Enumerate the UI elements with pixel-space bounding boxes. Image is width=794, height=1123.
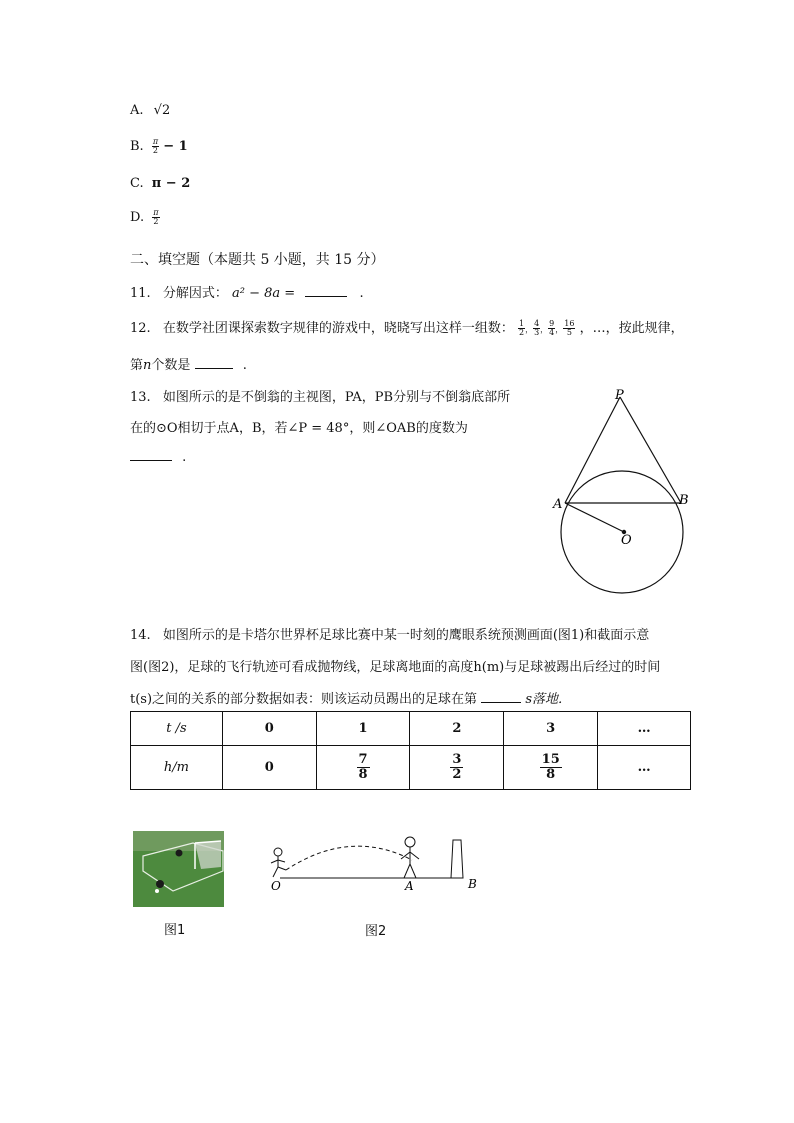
label-b: B	[679, 493, 689, 508]
option-d-label: D.	[130, 210, 145, 225]
fraction-7-8	[357, 753, 370, 781]
option-d	[130, 209, 160, 226]
option-b-rest: − 1	[163, 139, 188, 154]
table-cell: 2	[410, 712, 504, 746]
kicker-arm	[278, 860, 285, 862]
question-14	[130, 624, 649, 643]
q13-line1: 如图所示的是不倒翁的主视图，PA，PB分别与不倒翁底部所	[162, 390, 511, 405]
fraction-num: 15	[541, 752, 560, 768]
fraction-den: 2	[452, 766, 462, 782]
q12-line2-var: n	[143, 358, 152, 373]
q12-fraction	[518, 320, 525, 337]
kicker-arm	[271, 860, 278, 863]
ball	[155, 889, 159, 893]
q14-line3	[130, 688, 571, 707]
fig2-label-a: A	[405, 879, 414, 893]
q13-answer-blank	[130, 460, 172, 461]
player-a-leg	[410, 864, 416, 878]
player-a-arm	[410, 852, 419, 859]
table-row-h	[131, 746, 691, 790]
goal-post	[451, 840, 463, 878]
q12-line2-suffix: 个数是	[151, 358, 191, 373]
player-a-head	[405, 837, 415, 847]
table-cell: 0	[222, 746, 316, 790]
table-cell: …	[598, 746, 691, 790]
section-heading: 二、填空题（本题共 5 小题，共 15 分）	[130, 252, 385, 268]
q14-number: 14.	[130, 628, 151, 643]
q11-number: 11.	[130, 286, 151, 301]
kicker-leg	[278, 867, 286, 870]
question-11	[130, 282, 364, 301]
fraction-num: 3	[452, 752, 462, 768]
fraction-den: 4	[549, 328, 555, 337]
q13-end: .	[182, 450, 187, 465]
option-a-value: √2	[153, 103, 171, 118]
label-o: O	[621, 533, 632, 548]
q12-separator: ，	[555, 325, 564, 334]
option-a-label: A.	[130, 103, 144, 118]
option-d-fraction	[152, 209, 159, 226]
fraction-den: 5	[566, 328, 572, 337]
fraction-den: 2	[518, 328, 525, 337]
q11-expr: a² − 8a =	[231, 286, 296, 301]
figure-2-caption: 图2	[365, 924, 387, 939]
q11-end: .	[359, 286, 364, 301]
figure-1-caption: 图1	[164, 923, 186, 938]
fraction-num: 16	[564, 319, 575, 328]
table-cell: …	[598, 712, 691, 746]
option-b-den: 2	[152, 146, 158, 155]
option-d-num: π	[153, 208, 159, 217]
tangent-pb	[620, 397, 681, 503]
question-12-line2	[130, 354, 247, 373]
q11-text: 分解因式：	[162, 286, 228, 301]
table-cell	[410, 746, 504, 790]
table-head-h: h/m	[131, 746, 223, 790]
option-a	[130, 103, 170, 118]
player-1	[176, 850, 183, 857]
q12-end: .	[242, 358, 247, 373]
fraction-3-2	[450, 753, 463, 781]
option-b	[130, 138, 188, 155]
tangent-pa	[565, 397, 620, 503]
fraction-15-8	[540, 753, 562, 781]
table-cell	[504, 746, 598, 790]
option-c-label: C.	[130, 176, 144, 191]
fraction-num: 7	[358, 752, 368, 768]
table-cell: 0	[222, 712, 316, 746]
q12-number: 12.	[130, 321, 151, 336]
option-b-label: B.	[130, 139, 144, 154]
fraction-num: 4	[534, 319, 540, 328]
question-13	[130, 386, 510, 405]
q12-fraction	[563, 320, 575, 337]
fraction-den: 8	[546, 766, 556, 782]
player-a-leg	[404, 864, 410, 878]
player-2	[156, 880, 164, 888]
option-b-fraction	[152, 138, 159, 155]
kicker-head	[274, 848, 282, 856]
option-d-den: 2	[153, 217, 159, 226]
segment-oa	[565, 503, 624, 532]
q12-text: 在数学社团课探索数字规律的游戏中，晓晓写出这样一组数：	[162, 321, 514, 336]
table-cell: 3	[504, 712, 598, 746]
q12-separator: ，	[525, 325, 534, 334]
q13-line3	[130, 450, 186, 465]
table-cell	[316, 746, 410, 790]
fig2-label-o: O	[271, 879, 281, 893]
fraction-den: 3	[534, 328, 540, 337]
option-c-value: π − 2	[151, 176, 191, 191]
q14-line1: 如图所示的是卡塔尔世界杯足球比赛中某一时刻的鹰眼系统预测画面(图1)和截面示意	[162, 628, 650, 643]
label-p: P	[615, 388, 624, 403]
kicker-leg	[273, 867, 278, 877]
label-a: A	[553, 497, 563, 512]
q11-answer-blank	[305, 296, 347, 297]
q12-answer-blank	[195, 368, 233, 369]
fig2-label-b: B	[468, 877, 477, 891]
table-row-t	[131, 712, 691, 746]
table-head-t: t /s	[131, 712, 223, 746]
q13-figure	[540, 382, 710, 597]
q13-line2: 在的⊙O相切于点A，B，若∠P = 48°，则∠OAB的度数为	[130, 421, 468, 436]
fraction-num: 1	[518, 319, 525, 328]
option-b-num: π	[152, 137, 159, 146]
option-c	[130, 176, 190, 191]
q14-line2: 图(图2)，足球的飞行轨迹可看成抛物线，足球离地面的高度h(m)与足球被踢出后经过的时间	[130, 660, 661, 675]
q14-line3-a: t(s)之间的关系的部分数据如表：则该运动员踢出的足球在第	[130, 692, 478, 707]
ball-trajectory	[286, 846, 412, 870]
figure-1-photo	[133, 831, 224, 907]
data-table	[130, 711, 691, 790]
fraction-den: 8	[358, 766, 368, 782]
q12-tail: ，…，按此规律，	[579, 321, 684, 336]
question-12	[130, 317, 684, 337]
q13-number: 13.	[130, 390, 151, 405]
q14-answer-blank	[481, 702, 521, 703]
table-cell: 1	[316, 712, 410, 746]
fraction-num: 9	[549, 319, 555, 328]
q12-separator: ，	[540, 325, 549, 334]
figure-2-diagram	[262, 832, 492, 897]
q14-line3-b: s落地．	[525, 692, 571, 707]
q12-line2-prefix: 第	[130, 358, 144, 373]
q12-sequence	[518, 321, 575, 336]
